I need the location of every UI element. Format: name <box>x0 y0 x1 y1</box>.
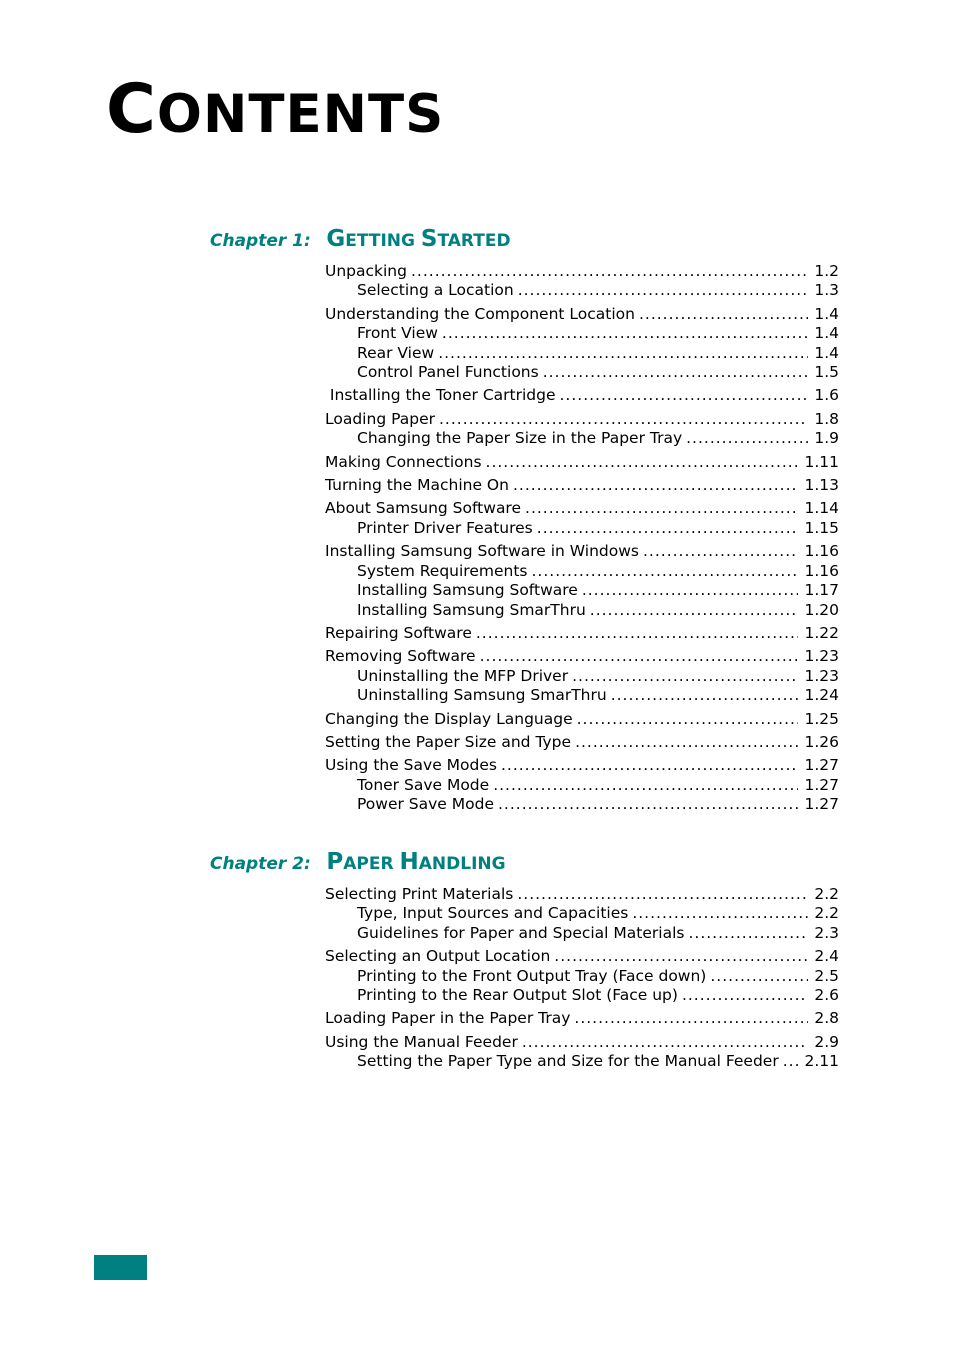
toc-entry-title: Selecting Print Materials <box>325 885 514 903</box>
toc-entry[interactable] <box>325 429 839 448</box>
toc-leader-dots <box>543 363 809 382</box>
toc-entry[interactable] <box>325 647 839 666</box>
toc-entry-page: 2.3 <box>814 923 839 942</box>
toc-entry[interactable] <box>325 710 839 729</box>
toc-leader-dots <box>572 667 798 686</box>
toc-leader-dots <box>480 647 799 666</box>
toc-leader-dots <box>532 562 799 581</box>
toc-entry-title: Removing Software <box>325 647 476 666</box>
toc-entry[interactable] <box>325 776 839 795</box>
toc-entry[interactable] <box>325 519 839 538</box>
toc-leader-dots <box>513 476 799 495</box>
toc-entry-title: Turning the Machine On <box>325 476 509 495</box>
toc-entry[interactable] <box>325 262 839 281</box>
chapter-label: Chapter 1: <box>210 231 311 251</box>
toc-entry-title: Type, Input Sources and Capacities <box>357 904 629 923</box>
toc-entry-page: 1.16 <box>804 561 839 580</box>
toc-leader-dots <box>501 756 799 775</box>
toc-leader-dots <box>439 410 808 429</box>
toc-entry-title: Installing Samsung SmarThru <box>357 600 586 619</box>
toc-leader-dots <box>438 344 808 363</box>
toc-entry[interactable] <box>325 947 839 966</box>
toc-entry[interactable] <box>325 562 839 581</box>
toc-entry[interactable] <box>325 453 839 472</box>
toc-entry-page: 1.27 <box>804 775 839 794</box>
toc-entry-title: Printer Driver Features <box>357 518 533 537</box>
toc-entry[interactable] <box>325 986 839 1005</box>
title-rest: ONTENTS <box>156 84 445 145</box>
toc-entry-page: 1.15 <box>804 518 839 537</box>
toc-leader-dots <box>442 324 808 343</box>
toc-entry-page: 2.8 <box>814 1009 839 1028</box>
toc-leader-dots <box>525 499 798 518</box>
toc-entry-title: Printing to the Front Output Tray (Face down) <box>357 966 707 985</box>
toc-entry-title: Loading Paper <box>325 409 435 428</box>
toc-leader-dots <box>575 733 798 752</box>
toc-entry[interactable] <box>325 1052 839 1071</box>
toc-leader-dots <box>710 967 808 986</box>
toc-entry-title: Setting the Paper Size and Type <box>325 732 572 751</box>
toc-entry-page: 2.2 <box>814 904 839 923</box>
toc-leader-dots <box>688 924 808 943</box>
toc-entry[interactable] <box>325 601 839 620</box>
toc-entry-title: Installing Samsung Software in Windows <box>325 542 639 561</box>
toc-leader-dots <box>632 904 808 923</box>
toc-leader-dots <box>476 624 799 643</box>
toc-entry[interactable] <box>325 756 839 775</box>
toc-entry-title: Using the Manual Feeder <box>325 1032 518 1051</box>
toc-entry[interactable] <box>325 305 839 324</box>
toc-entry-title: Rear View <box>357 343 435 362</box>
toc-leader-dots <box>582 581 799 600</box>
toc-entry-title: Changing the Display Language <box>325 709 573 728</box>
toc-entry[interactable] <box>325 904 839 923</box>
toc-entry-title: System Requirements <box>357 561 528 580</box>
toc-entry-page: 2.11 <box>804 1052 839 1071</box>
toc-entry[interactable] <box>325 1009 839 1028</box>
toc-leader-dots <box>517 885 808 904</box>
toc-leader-dots <box>537 519 799 538</box>
toc-entry[interactable] <box>325 581 839 600</box>
toc-entry-title: Loading Paper in the Paper Tray <box>325 1009 571 1028</box>
toc-entry[interactable] <box>325 885 839 904</box>
toc-entry-page: 1.27 <box>804 756 839 775</box>
toc-entry-title: Making Connections <box>325 452 482 471</box>
toc-entry-page: 2.6 <box>814 986 839 1005</box>
toc-leader-dots <box>493 776 798 795</box>
toc-leader-dots <box>643 542 799 561</box>
toc-entry[interactable] <box>325 795 839 814</box>
toc-entry-title: Control Panel Functions <box>357 363 539 382</box>
toc-leader-dots <box>486 453 799 472</box>
chapter-name: GETTING STARTED <box>326 226 511 252</box>
toc-entry-page: 1.24 <box>804 686 839 705</box>
toc-entry-page: 2.9 <box>814 1032 839 1051</box>
toc-entry-page: 1.23 <box>804 647 839 666</box>
toc-entry[interactable] <box>325 967 839 986</box>
toc-entry-page: 2.5 <box>814 966 839 985</box>
chapter-1-heading <box>210 226 511 252</box>
toc-entry-title: About Samsung Software <box>325 499 522 518</box>
toc-entry-title: Installing the Toner Cartridge <box>325 386 556 405</box>
toc-leader-dots <box>518 281 809 300</box>
toc-entry-page: 1.11 <box>804 452 839 471</box>
toc-entry-title: Installing Samsung Software <box>357 581 578 600</box>
toc-entry[interactable] <box>325 281 839 300</box>
toc-entry[interactable] <box>325 324 839 343</box>
toc-entry-page: 1.4 <box>814 343 839 362</box>
toc-entry-page: 1.8 <box>814 409 839 428</box>
toc-entry[interactable] <box>325 386 839 405</box>
toc-entry[interactable] <box>325 667 839 686</box>
page-tab-marker <box>94 1255 147 1280</box>
toc-entry[interactable] <box>325 344 839 363</box>
toc-entry-page: 1.27 <box>804 795 839 814</box>
toc-entry[interactable] <box>325 410 839 429</box>
toc-entry-page: 1.14 <box>804 499 839 518</box>
toc-entry-title: Toner Save Mode <box>357 775 490 794</box>
toc-entry-title: Front View <box>357 324 438 343</box>
toc-leader-dots <box>783 1052 799 1071</box>
chapter-2-toc <box>325 885 839 1072</box>
toc-leader-dots <box>574 1009 808 1028</box>
toc-leader-dots <box>611 686 799 705</box>
toc-entry[interactable] <box>325 1033 839 1052</box>
toc-entry-title: Selecting a Location <box>357 281 514 300</box>
toc-entry-page: 1.26 <box>804 732 839 751</box>
chapter-name: PAPER HANDLING <box>326 849 506 875</box>
toc-entry[interactable] <box>325 686 839 705</box>
toc-entry-title: Guidelines for Paper and Special Materials <box>357 923 685 942</box>
toc-entry-title: Printing to the Rear Output Slot (Face up) <box>357 986 678 1005</box>
toc-entry-page: 1.2 <box>814 262 839 280</box>
toc-entry-title: Setting the Paper Type and Size for the Manual Feeder <box>357 1052 779 1071</box>
toc-entry-page: 1.9 <box>814 429 839 448</box>
toc-entry[interactable] <box>325 476 839 495</box>
toc-entry-page: 1.13 <box>804 476 839 495</box>
toc-entry-page: 1.17 <box>804 581 839 600</box>
toc-entry-page: 1.4 <box>814 324 839 343</box>
toc-entry-page: 2.4 <box>814 947 839 966</box>
chapter-label: Chapter 2: <box>210 854 311 874</box>
toc-entry-page: 1.22 <box>804 623 839 642</box>
toc-leader-dots <box>498 795 798 814</box>
toc-entry-title: Uninstalling the MFP Driver <box>357 666 569 685</box>
toc-entry-page: 1.5 <box>814 363 839 382</box>
toc-entry[interactable] <box>325 542 839 561</box>
toc-entry-title: Uninstalling Samsung SmarThru <box>357 686 607 705</box>
toc-leader-dots <box>522 1033 809 1052</box>
toc-entry[interactable] <box>325 924 839 943</box>
toc-entry-title: Power Save Mode <box>357 795 494 814</box>
toc-entry-title: Unpacking <box>325 262 407 280</box>
toc-leader-dots <box>411 262 808 281</box>
toc-entry-page: 1.6 <box>814 386 839 405</box>
toc-entry-page: 2.2 <box>814 885 839 903</box>
toc-entry-page: 1.20 <box>804 600 839 619</box>
chapter-1-toc <box>325 262 839 815</box>
toc-entry-page: 1.4 <box>814 304 839 323</box>
toc-entry-page: 1.25 <box>804 709 839 728</box>
toc-entry[interactable] <box>325 363 839 382</box>
page-title <box>106 70 445 149</box>
toc-leader-dots <box>554 947 808 966</box>
chapter-2-heading <box>210 849 506 875</box>
toc-leader-dots <box>590 601 799 620</box>
toc-entry-title: Changing the Paper Size in the Paper Tray <box>357 429 683 448</box>
toc-entry[interactable] <box>325 733 839 752</box>
toc-entry-page: 1.23 <box>804 666 839 685</box>
toc-leader-dots <box>682 986 808 1005</box>
toc-entry-page: 1.3 <box>814 281 839 300</box>
toc-leader-dots <box>577 710 799 729</box>
toc-entry-title: Repairing Software <box>325 623 472 642</box>
toc-entry-title: Understanding the Component Location <box>325 304 635 323</box>
toc-leader-dots <box>560 386 809 405</box>
toc-entry[interactable] <box>325 499 839 518</box>
toc-entry-title: Using the Save Modes <box>325 756 497 775</box>
title-initial: C <box>106 70 157 149</box>
toc-entry-page: 1.16 <box>804 542 839 561</box>
toc-leader-dots <box>639 305 808 324</box>
toc-entry[interactable] <box>325 624 839 643</box>
toc-leader-dots <box>686 429 808 448</box>
toc-entry-title: Selecting an Output Location <box>325 947 551 966</box>
